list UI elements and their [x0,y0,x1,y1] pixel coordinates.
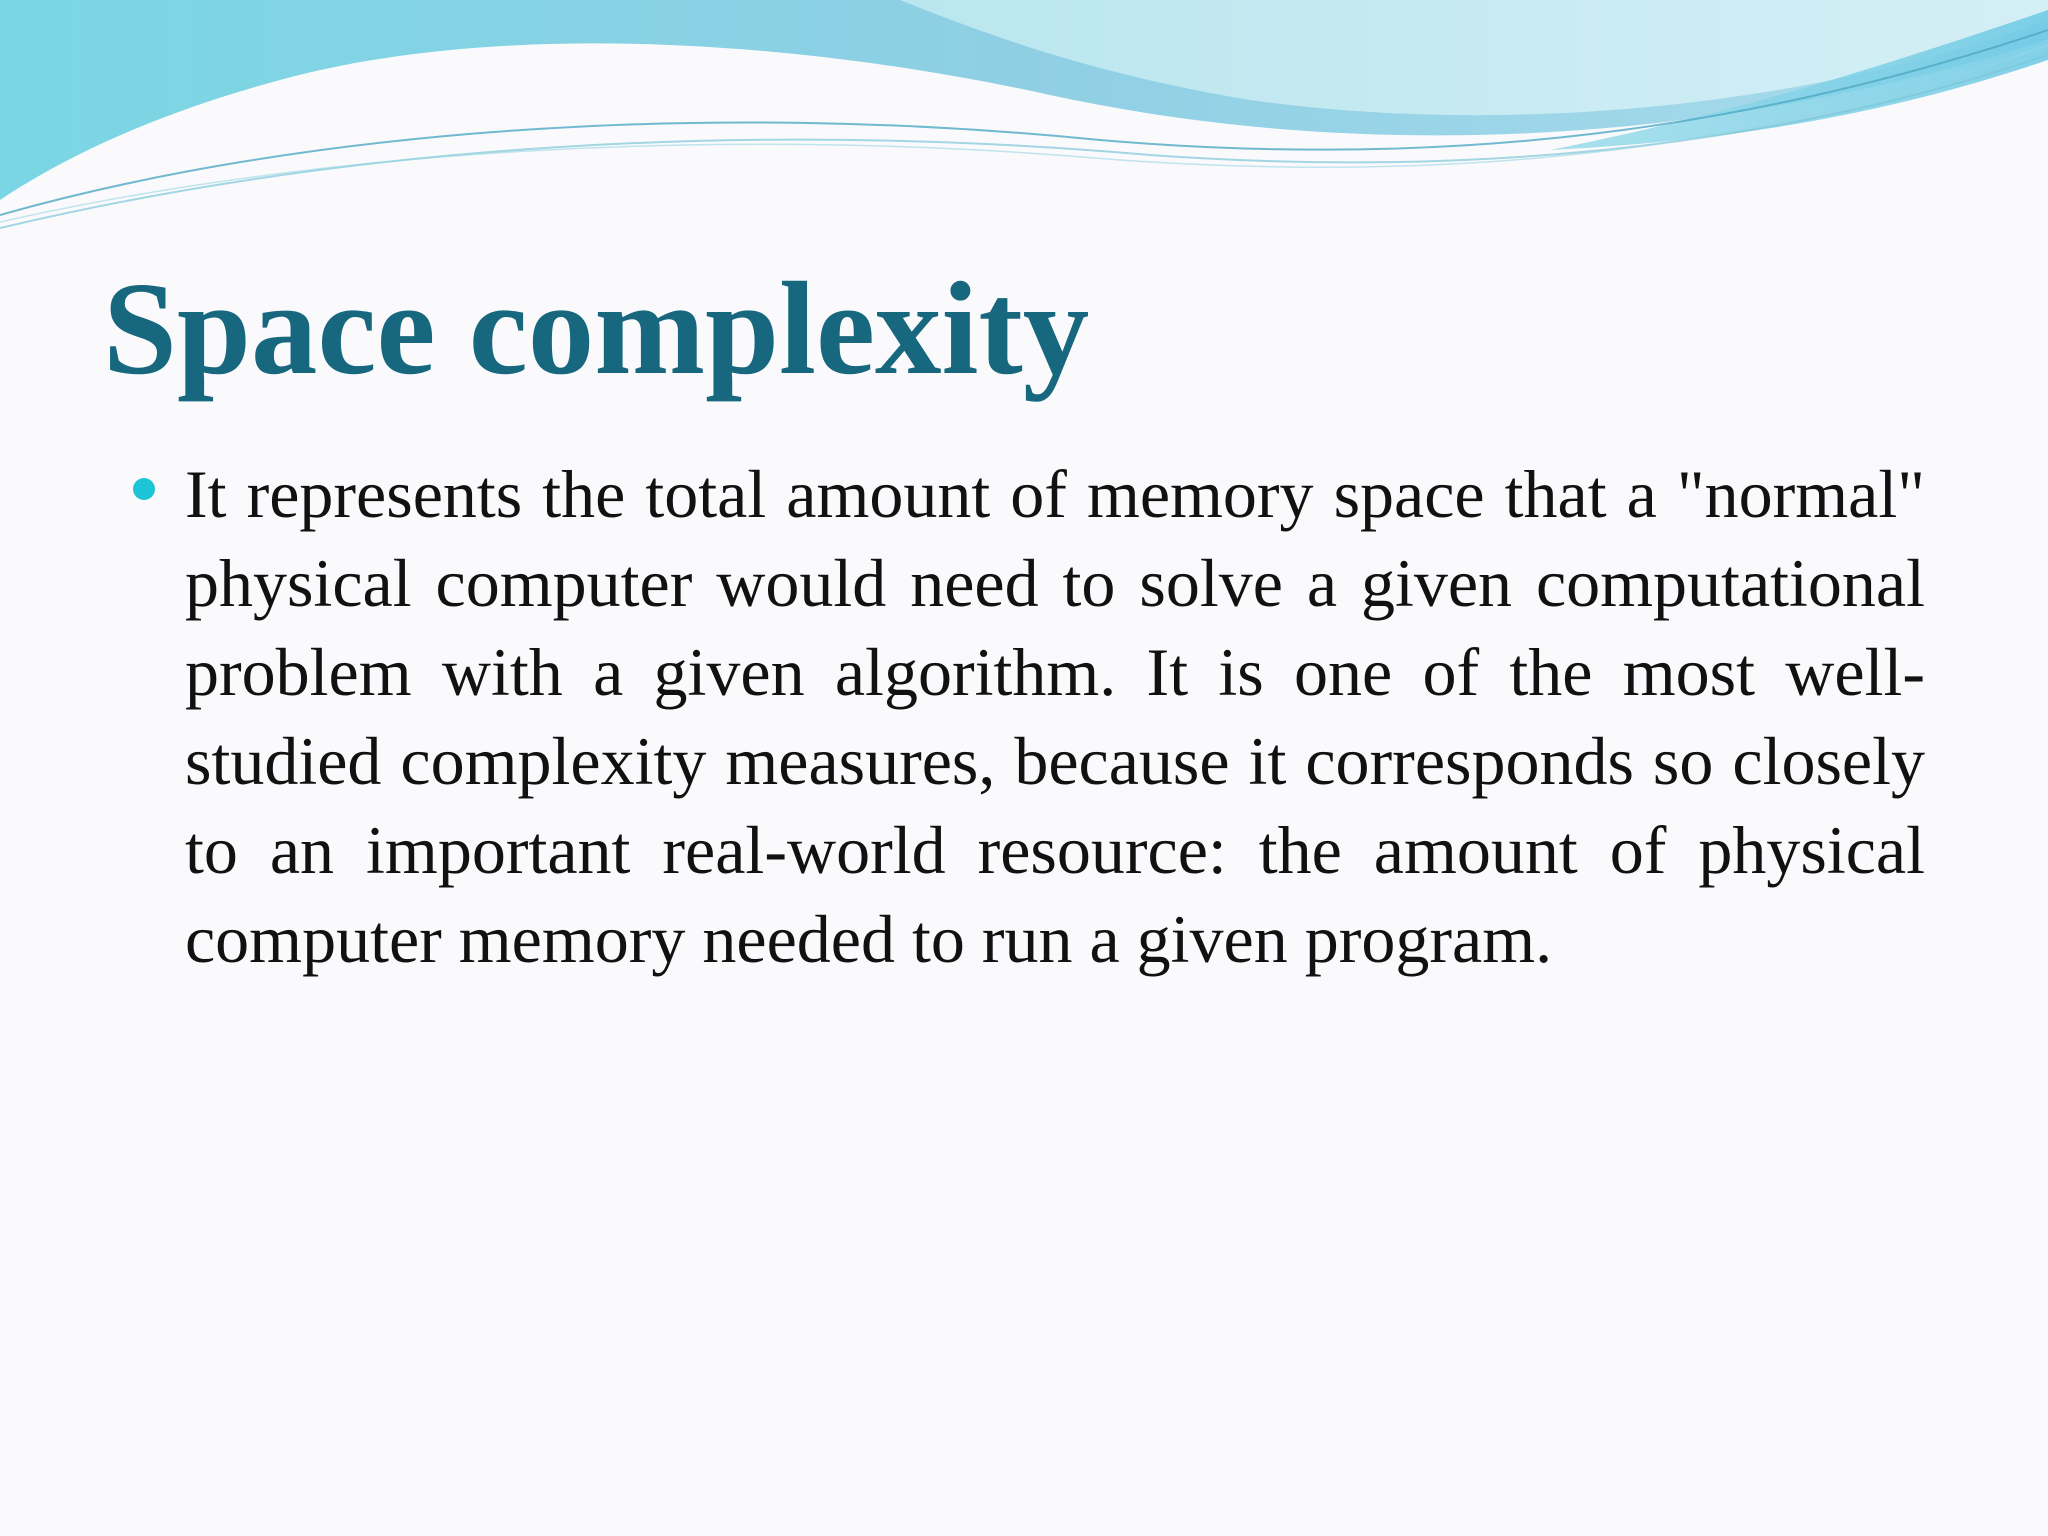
list-item [185,450,1925,984]
header-wave-decoration [0,0,2048,240]
slide-title: Space complexity [103,254,1090,402]
bullet-dot-icon [133,478,155,500]
bullet-list [185,450,1925,984]
bullet-text: It represents the total amount of memory space that a "normal" physical computer would need to solve a given computational problem with a given algorithm. It is one of the most well-studied complexity measures, because it corresponds so closely to an important real-world resource: the amount of physical computer memory needed to run a given program. [185,456,1925,977]
